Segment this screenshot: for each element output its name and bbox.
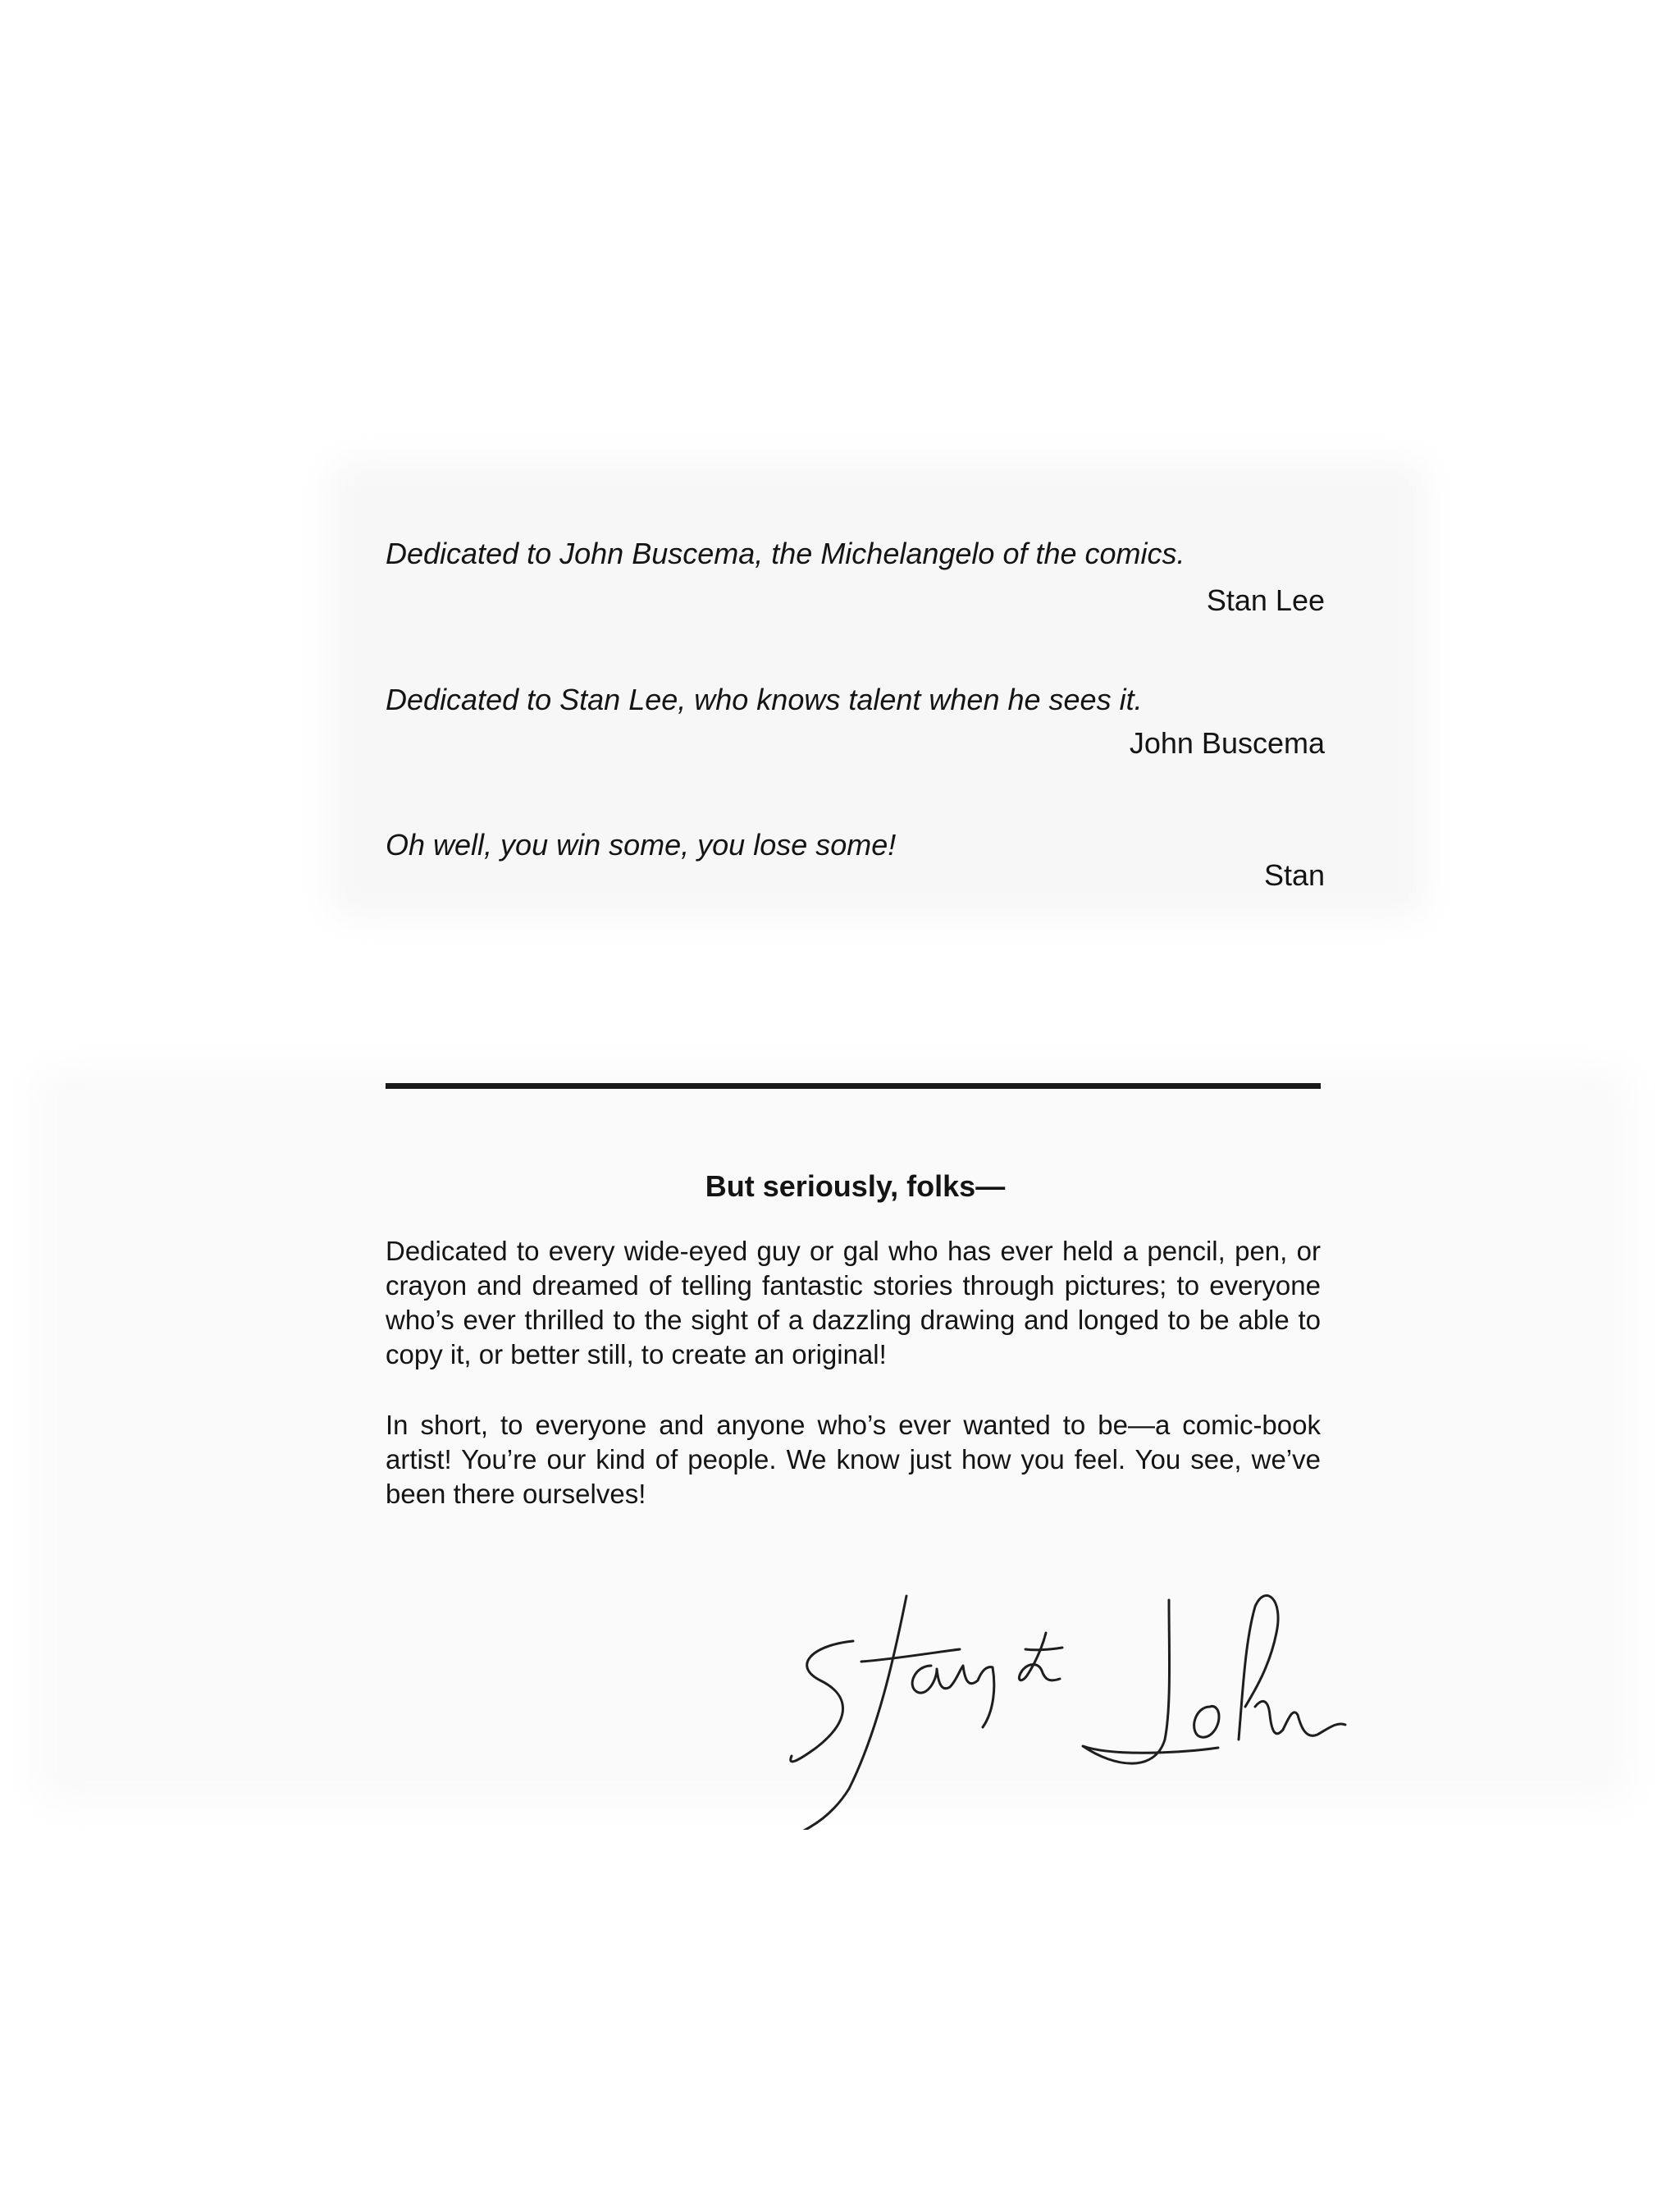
dedication-3-text: Oh well, you win some, you lose some! bbox=[386, 828, 897, 862]
dedication-paragraph-1: Dedicated to every wide-eyed guy or gal who has ever held a pencil, pen, or crayon and dreamed of telling fantastic stories through pictures; to everyone who’s ever thrilled to the sight of a dazzling drawing and longed to be able to copy it, or better still, to create an original! bbox=[386, 1236, 1321, 1369]
dedication-1-signoff: Stan Lee bbox=[1206, 583, 1325, 617]
dedication-paragraph-2: In short, to everyone and anyone who’s ever wanted to be—a comic-book artist! You’re our kind of people. We know just how you feel. You see, we’ve been there ourselves! bbox=[386, 1410, 1321, 1509]
dedication-2-signoff: John Buscema bbox=[1129, 726, 1325, 760]
section-heading: But seriously, folks— bbox=[705, 1169, 1006, 1203]
dedication-page bbox=[386, 0, 1325, 2190]
dedication-1-text: Dedicated to John Buscema, the Michelangelo of the comics. bbox=[386, 537, 1185, 570]
dedication-3-signoff: Stan bbox=[1263, 858, 1325, 892]
dedication-2-text: Dedicated to Stan Lee, who knows talent when he sees it. bbox=[386, 683, 1143, 716]
horizontal-rule bbox=[386, 1083, 1321, 1089]
handwritten-signature bbox=[763, 1584, 1354, 1830]
